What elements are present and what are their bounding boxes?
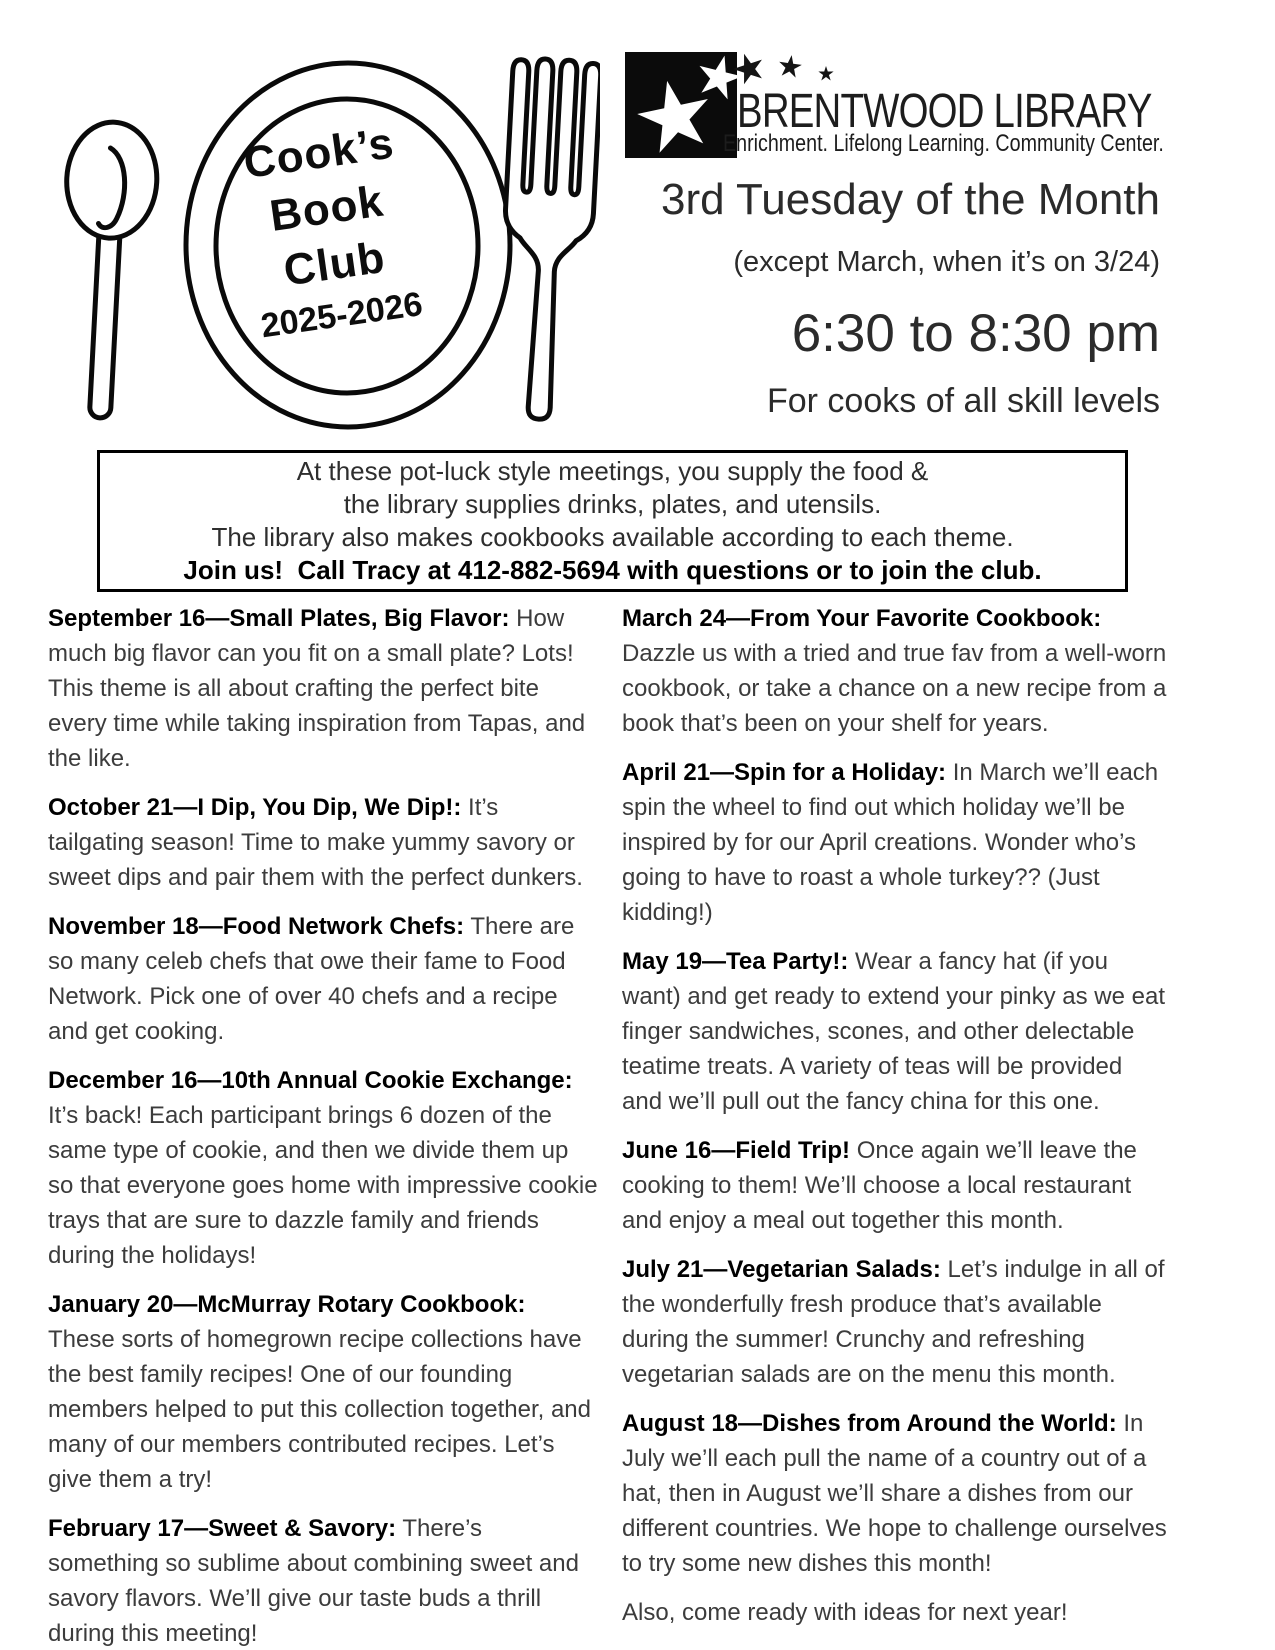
star-icon bbox=[733, 49, 767, 86]
event-title: May 19—Tea Party!: bbox=[622, 948, 849, 975]
event-july bbox=[622, 1252, 1168, 1392]
event-october bbox=[48, 790, 598, 895]
schedule-skill-level: For cooks of all skill levels bbox=[766, 382, 1160, 420]
logo-name: BRENTWOOD LIBRARY bbox=[737, 85, 1152, 138]
event-august bbox=[622, 1406, 1168, 1581]
event-body: In July we’ll each pull the name of a country out of a hat, then in August we’ll share a dishes from our different countries. We hope to challenge ourselves to try some new dishes this month! bbox=[622, 1410, 1167, 1577]
schedule-exception: (except March, when it’s on 3/24) bbox=[733, 246, 1160, 278]
event-march bbox=[622, 601, 1168, 741]
event-title: December 16—10th Annual Cookie Exchange: bbox=[48, 1067, 573, 1094]
events-left-column bbox=[48, 601, 598, 1650]
schedule-day: 3rd Tuesday of the Month bbox=[661, 175, 1160, 224]
plate-title-years: 2025-2026 bbox=[258, 285, 425, 346]
info-join-line: Join us! Call Tracy at 412-882-5694 with questions or to join the club. bbox=[183, 555, 1042, 585]
info-box bbox=[97, 450, 1128, 592]
spoon-icon bbox=[54, 120, 159, 420]
event-title: August 18—Dishes from Around the World: bbox=[622, 1410, 1117, 1437]
event-title: October 21—I Dip, You Dip, We Dip!: bbox=[48, 794, 462, 821]
event-february bbox=[48, 1511, 598, 1650]
info-line-1: At these pot-luck style meetings, you supply the food & bbox=[296, 456, 929, 486]
event-body: There’s something so sublime about combining sweet and savory flavors. We’ll give our taste buds a thrill during this meeting! bbox=[48, 1515, 579, 1647]
event-body: Dazzle us with a tried and true fav from a well-worn cookbook, or take a chance on a new recipe from a book that’s been on your shelf for years. bbox=[622, 640, 1167, 737]
closing-note: Also, come ready with ideas for next year! bbox=[622, 1599, 1068, 1626]
event-body: It’s tailgating season! Time to make yummy savory or sweet dips and pair them with the perfect dunkers. bbox=[48, 794, 583, 891]
event-body: How much big flavor can you fit on a small plate? Lots! This theme is all about crafting the perfect bite every time while taking inspiration from Tapas, and the like. bbox=[48, 605, 586, 772]
event-november bbox=[48, 909, 598, 1049]
star-icon bbox=[777, 54, 803, 79]
event-body: In March we’ll each spin the wheel to find out which holiday we’ll be inspired by for our April creations. Wonder who’s going to have to roast a whole turkey?? (Just kidding!) bbox=[622, 759, 1159, 926]
event-title: July 21—Vegetarian Salads: bbox=[622, 1256, 941, 1283]
event-title: February 17—Sweet & Savory: bbox=[48, 1515, 397, 1542]
event-title: January 20—McMurray Rotary Cookbook: bbox=[48, 1291, 526, 1318]
plate-title-line3: Club bbox=[280, 232, 389, 296]
event-may bbox=[622, 944, 1168, 1119]
event-title: November 18—Food Network Chefs: bbox=[48, 913, 465, 940]
event-september bbox=[48, 601, 598, 776]
event-title: June 16—Field Trip! bbox=[622, 1137, 851, 1164]
event-january bbox=[48, 1287, 598, 1497]
plate-title-line1: Cook’s bbox=[240, 118, 398, 189]
event-december bbox=[48, 1063, 598, 1273]
plate-title bbox=[176, 107, 483, 358]
event-body: Once again we’ll leave the cooking to them! We’ll choose a local restaurant and enjoy a meal out together this month. bbox=[622, 1137, 1137, 1234]
logo-tagline: Enrichment. Lifelong Learning. Community Center. bbox=[723, 130, 1164, 157]
info-line-3: The library also makes cookbooks available according to each theme. bbox=[211, 522, 1014, 552]
star-icon bbox=[818, 66, 833, 80]
logo-star-box bbox=[625, 52, 737, 158]
schedule-time: 6:30 to 8:30 pm bbox=[791, 304, 1160, 363]
event-title: September 16—Small Plates, Big Flavor: bbox=[48, 605, 510, 632]
meeting-schedule bbox=[600, 176, 1160, 420]
event-title: April 21—Spin for a Holiday: bbox=[622, 759, 947, 786]
event-body: Wear a fancy hat (if you want) and get ready to extend your pinky as we eat finger sandwiches, scones, and other delectable teatime treats. A variety of teas will be provided and we’ll pull out the fancy china for this one. bbox=[622, 948, 1165, 1115]
event-title: March 24—From Your Favorite Cookbook: bbox=[622, 605, 1102, 632]
plate-title-line2: Book bbox=[266, 176, 387, 241]
event-body: These sorts of homegrown recipe collections have the best family recipes! One of our founding members helped to put this collection together, and many of our members contributed recipes. Let’s give them a try! bbox=[48, 1326, 591, 1493]
event-april bbox=[622, 755, 1168, 930]
event-body: Let’s indulge in all of the wonderfully fresh produce that’s available during the summer! Crunchy and refreshing vegetarian salads are on the menu this month. bbox=[622, 1256, 1165, 1388]
events-right-column bbox=[622, 601, 1168, 1630]
event-june bbox=[622, 1133, 1168, 1238]
info-line-2: the library supplies drinks, plates, and utensils. bbox=[343, 489, 882, 519]
event-body: There are so many celeb chefs that owe their fame to Food Network. Pick one of over 40 chefs and a recipe and get cooking. bbox=[48, 913, 575, 1045]
event-body: It’s back! Each participant brings 6 dozen of the same type of cookie, and then we divide them up so that everyone goes home with impressive cookie trays that are sure to dazzle family and friends during the holidays! bbox=[48, 1102, 598, 1269]
